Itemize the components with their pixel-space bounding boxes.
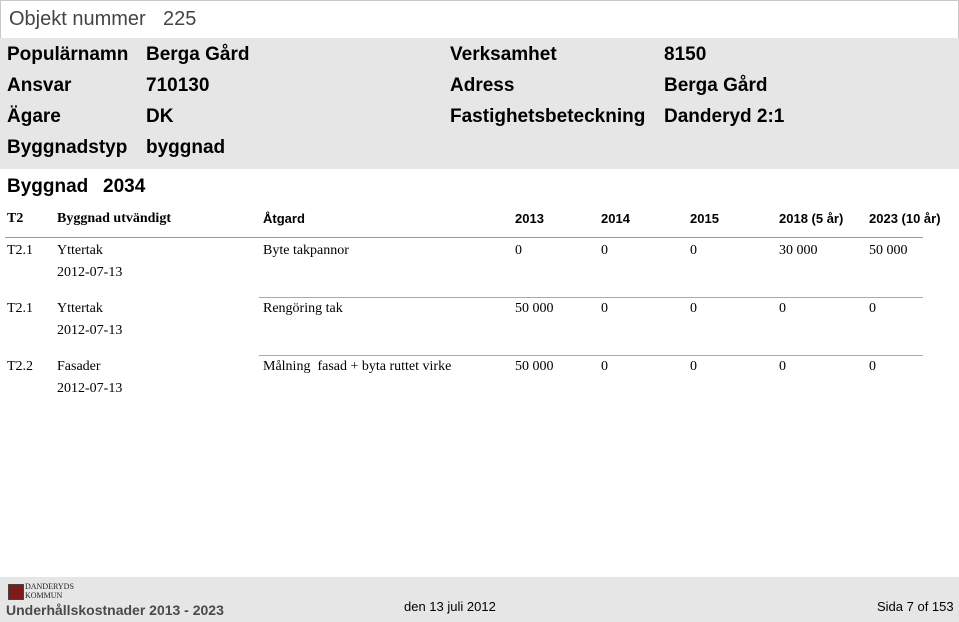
byggnadstyp-label: Byggnadstyp bbox=[7, 137, 128, 158]
row-2023: 50 000 bbox=[869, 243, 908, 258]
row-2018: 0 bbox=[779, 359, 786, 374]
agare-label: Ägare bbox=[7, 106, 61, 127]
row-action: Rengöring tak bbox=[263, 301, 343, 316]
municipality-crest-icon bbox=[8, 584, 24, 600]
adress-label: Adress bbox=[450, 75, 515, 96]
row-2023: 0 bbox=[869, 359, 876, 374]
header-2015: 2015 bbox=[690, 211, 719, 226]
table-row bbox=[0, 299, 959, 357]
row-code: T2.1 bbox=[7, 243, 34, 258]
report-title: Underhållskostnader 2013 - 2023 bbox=[6, 602, 224, 618]
header-2014: 2014 bbox=[601, 211, 630, 226]
row-2015: 0 bbox=[690, 301, 697, 316]
row-2013: 50 000 bbox=[515, 359, 554, 374]
page-number: Sida 7 of 153 bbox=[877, 599, 954, 614]
row-divider bbox=[259, 297, 923, 298]
header-code: T2 bbox=[7, 211, 24, 226]
building-number: 2034 bbox=[103, 176, 146, 197]
object-info-panel bbox=[0, 38, 959, 169]
agare-value: DK bbox=[146, 106, 174, 127]
page-footer bbox=[0, 577, 959, 622]
header-divider bbox=[5, 237, 923, 238]
row-part: Yttertak bbox=[57, 243, 103, 258]
row-action: Målning fasad + byta ruttet virke bbox=[263, 359, 452, 374]
row-2014: 0 bbox=[601, 359, 608, 374]
byggnadstyp-value: byggnad bbox=[146, 137, 226, 158]
fastighetsbeteckning-value: Danderyd 2:1 bbox=[664, 106, 785, 127]
row-2013: 50 000 bbox=[515, 301, 554, 316]
logo-line2: KOMMUN bbox=[25, 591, 63, 600]
row-date: 2012-07-13 bbox=[57, 381, 123, 396]
row-2018: 30 000 bbox=[779, 243, 818, 258]
building-label: Byggnad bbox=[7, 176, 89, 197]
row-2014: 0 bbox=[601, 301, 608, 316]
ansvar-value: 710130 bbox=[146, 75, 210, 96]
popularnamn-value: Berga Gård bbox=[146, 44, 250, 65]
object-number-label: Objekt nummer bbox=[9, 8, 146, 30]
logo-line1: DANDERYDS bbox=[25, 582, 74, 591]
row-code: T2.2 bbox=[7, 359, 34, 374]
fastighetsbeteckning-label: Fastighetsbeteckning bbox=[450, 106, 646, 127]
row-2023: 0 bbox=[869, 301, 876, 316]
row-2015: 0 bbox=[690, 243, 697, 258]
row-action: Byte takpannor bbox=[263, 243, 349, 258]
table-row bbox=[0, 357, 959, 415]
row-2018: 0 bbox=[779, 301, 786, 316]
row-part: Fasader bbox=[57, 359, 101, 374]
table-row bbox=[0, 241, 959, 299]
row-date: 2012-07-13 bbox=[57, 265, 123, 280]
header-action: Åtgard bbox=[263, 211, 305, 226]
row-2014: 0 bbox=[601, 243, 608, 258]
verksamhet-label: Verksamhet bbox=[450, 44, 557, 65]
row-date: 2012-07-13 bbox=[57, 323, 123, 338]
row-code: T2.1 bbox=[7, 301, 34, 316]
ansvar-label: Ansvar bbox=[7, 75, 72, 96]
header-2018: 2018 (5 år) bbox=[779, 211, 844, 226]
row-part: Yttertak bbox=[57, 301, 103, 316]
row-divider bbox=[259, 355, 923, 356]
title-bar bbox=[0, 0, 959, 39]
header-2023: 2023 (10 år) bbox=[869, 211, 941, 226]
header-part: Byggnad utvändigt bbox=[57, 211, 171, 226]
adress-value: Berga Gård bbox=[664, 75, 768, 96]
object-number-value: 225 bbox=[163, 8, 197, 30]
header-2013: 2013 bbox=[515, 211, 544, 226]
row-2013: 0 bbox=[515, 243, 522, 258]
danderyd-logo bbox=[8, 582, 78, 602]
popularnamn-label: Populärnamn bbox=[7, 44, 129, 65]
report-date: den 13 juli 2012 bbox=[404, 599, 496, 614]
verksamhet-value: 8150 bbox=[664, 44, 707, 65]
row-2015: 0 bbox=[690, 359, 697, 374]
